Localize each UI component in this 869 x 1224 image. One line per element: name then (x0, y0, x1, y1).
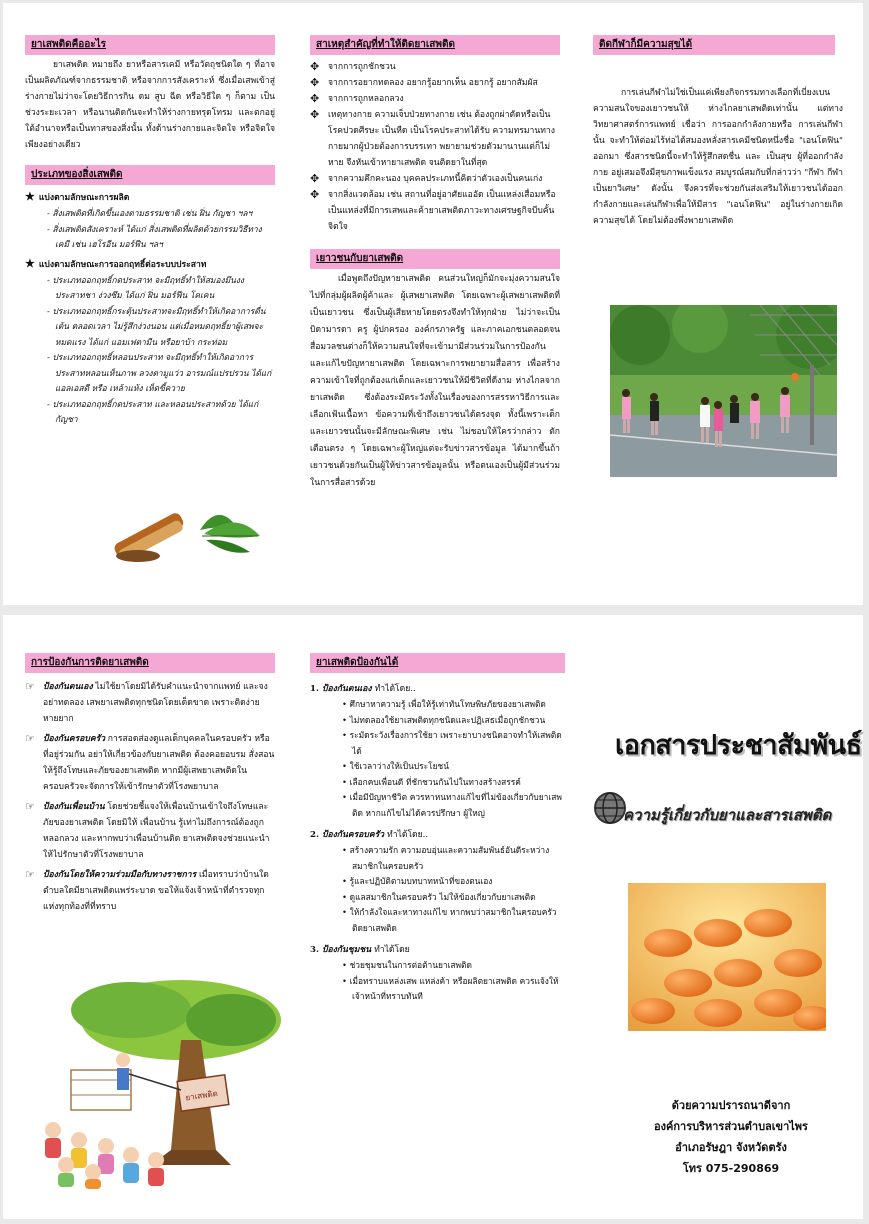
section-header-drug-prevention: ยาเสพติดป้องกันได้ (310, 653, 565, 673)
list-item: ☞ ป้องกันครอบครัว การสอดส่องดูแลเด็กบุคคลในครอบครัว หรือที่อยู่ร่วมกัน อย่าให้เกี่ยวข้องกับยาเสพติด ต้องคอยอบรม สั่งสอนให้รู้ถึงโทษและภัยของยาเสพติด หากมีผู้เสพยาเสพติดในครอบครัวจะจัดการให้เข้ารักษาตัวที่โรงพยาบาล (25, 732, 275, 792)
brochure-page-1 (3, 3, 863, 605)
group-family-list (310, 843, 565, 936)
pills-photo (628, 883, 826, 1031)
list-item: • ดูแลสมาชิกในครอบครัว ไม่ให้ข้องเกี่ยวกับยาเสพติด (342, 891, 536, 902)
section-header-prevention: การป้องกันการติดยาเสพติด (25, 653, 275, 673)
list-item: ✥ จากความคึกคะนอง บุคคลประเภทนี้คิดว่าตัวเองเป็นคนเก่ง (310, 172, 543, 185)
brochure-page-2 (3, 615, 863, 1219)
list-item: • ช่วยชุมชนในการต่อต้านยาเสพติด (342, 960, 472, 970)
list-item: - ประเภทออกฤทธิ์หลอนประสาท จะมีฤทธิ์ทำให้เกิดอาการประสาทหลอนเห็นภาพ ลวงตามูแว่ว อารมณ์แปรปรวน ได้แก่ แอลเอสดี หรือ เหล้าแห้ง เห็ดขี้ควาย (47, 352, 272, 393)
list-item: - ประเภทออกฤทธิ์กดประสาท จะมีฤทธิ์ทำให้สมองมึนงง ประสาทชา ง่วงซึม ได้แก่ ฝิ่น มอร์ฟีน โคเคน (47, 274, 245, 300)
list-item: ✥ จากการอยากทดลอง อยากรู้อยากเห็น อยากรู้ อยากสัมผัส (310, 76, 538, 89)
list-item: ✥ จากการถูกชักชวน (310, 60, 396, 73)
tree-cartoon-illustration (31, 980, 281, 1190)
cross-bullet-icon: ✥ (310, 108, 320, 121)
list-item: • รู้และปฏิบัติตามบทบาทหน้าที่ของตนเอง (342, 876, 493, 886)
group-community-list (310, 958, 565, 1005)
group-community-heading: 3. ป้องกันชุมชน ทำได้โดย (310, 945, 410, 955)
type-by-production-list (25, 206, 275, 253)
type-by-effect-list (25, 273, 275, 428)
group-self-heading: 1. ป้องกันตนเอง ทำได้โดย.. (310, 684, 416, 694)
footer-credit (601, 1095, 861, 1179)
cross-bullet-icon: ✥ (310, 60, 320, 73)
group-self-list (310, 697, 565, 821)
section-header-causes: สาเหตุสำคัญที่ทำให้ติดยาเสพติด (310, 35, 560, 55)
column-sports (593, 35, 843, 229)
section-header-what-is-drug: ยาเสพติดคืออะไร (25, 35, 275, 55)
cross-bullet-icon: ✥ (310, 188, 320, 201)
list-item: ✥ จากสิ่งแวดล้อม เช่น สถานที่อยู่อาศัยแออัด เป็นแหล่งเสื่อมหรือเป็นแหล่งที่มีการเสพและค้ายาเสพติดภาวะทางเศรษฐกิจบีบคั้นจิตใจ (310, 188, 556, 232)
footer-line: องค์การบริหารส่วนตำบลเขาไพร (654, 1120, 808, 1133)
list-item: • เลือกคบเพื่อนดี ที่ชักชวนกันไปในทางสร้างสรรค์ (342, 776, 521, 787)
section-header-sports: ติดกีฬาก็มีความสุขได้ (593, 35, 835, 55)
section-header-drug-types: ประเภทของสิ่งเสพติด (25, 165, 275, 185)
list-item: - สิ่งเสพติดที่เกิดขึ้นเองตามธรรมชาติ เช่น ฝิ่น กัญชา ฯลฯ (47, 208, 253, 218)
list-item: - ประเภทออกฤทธิ์กระตุ้นประสาทจะมีฤทธิ์ทำให้เกิดอาการตื่นเต้น ตลอดเวลา ไม่รู้สึกง่วงนอน แต่เมื่อหมดฤทธิ์ยาผู้เสพจะหมดแรง ได้แก่ แอมเฟตามีน หรือยาบ้า กระท่อม (47, 305, 266, 347)
footer-line: อำเภอรัษฎา จังหวัดตรัง (675, 1141, 787, 1154)
list-item: • สร้างความรัก ความอบอุ่นและความสัมพันธ์อันดีระหว่างสมาชิกในครอบครัว (342, 845, 550, 871)
list-item: • ให้กำลังใจและหาทางแก้ไข หากพบว่าสมาชิกในครอบครัวติดยาเสพติด (342, 907, 557, 933)
list-item: • ใช้เวลาว่างให้เป็นประโยชน์ (342, 761, 449, 771)
column-causes (310, 35, 560, 492)
footer-phone: โทร 075-290869 (682, 1162, 780, 1175)
pointing-hand-icon: ☞ (25, 800, 35, 813)
prevention-list (25, 679, 275, 915)
star-icon: ★ (25, 256, 35, 270)
sign-text: ยาเสพติด (184, 1089, 219, 1103)
list-item: • ศึกษาหาความรู้ เพื่อให้รู้เท่าทันโทษพิษภัยของยาเสพติด (342, 699, 546, 709)
footer-line: ด้วยความปรารถนาดีจาก (671, 1099, 791, 1112)
column-drug-definition (25, 35, 275, 428)
column-drug-prevention (310, 653, 565, 1011)
youth-paragraph: เมื่อพูดถึงปัญหายาเสพติด คนส่วนใหญ่ก็มักจะมุ่งความสนใจไปที่กลุ่มผู้ผลิตผู้ค้าและ ผู้เสพยาเสพติด โดยเฉพาะผู้เสพยาเสพติดที่เป็นเยาวชน ซึ่งเป็นผู้เสียหายโดยตรงจึงทำให้ทุกฝ่าย ไม่ว่าจะเป็นบิดามารดา ครู ผู้ปกครอง องค์กรภาครัฐ และภาคเอกชนตลอดจนสื่อมวลชนต่างก็ให้ความสนใจที่จะเข้ามามีส่วนร่วมในการป้องกันและแก้ไขปัญหายาเสพติด โดยเฉพาะการพยายามสื่อสาร เพื่อสร้างความเข้าใจที่ถูกต้องแก่เด็กและเยาวชนให้มีชีวิตที่ดีงาม ห่างไกลจากยาเสพติด ซึ่งต้องระมัดระวังทั้งในเรื่องของการสรรหาวิธีการและเลือกเฟ้นเนื้อหา ข้อความที่เข้าถึงเยาวชนได้ตรงจุด ทั้งนี้เพราะเด็กและเยาวชนนั้นจะมีลักษณะพิเศษ เช่น ไม่ชอบให้ใครว่ากล่าว ตักเตือนตรง ๆ โดยเฉพาะผู้ใหญ่แต่จะรับข่าวสารข้อมูล ได้มากขึ้นถ้า เยาวชนด้วยกันเป็นผู้ให้ข่าวสารข้อมูลนั้น หรือตนเองเป็นผู้มีส่วนร่วมในการสื่อสารด้วย (310, 274, 560, 488)
list-item: • เมื่อทราบแหล่งเสพ แหล่งค้า หรือผลิตยาเสพติด ควรแจ้งให้เจ้าหน้าที่ทราบทันที (342, 975, 559, 1001)
type-by-effect-heading: ★ แบ่งตามลักษณะการออกฤทธิ์ต่อระบบประสาท (25, 256, 207, 270)
pointing-hand-icon: ☞ (25, 868, 35, 881)
group-family-heading: 2. ป้องกันครอบครัว ทำได้โดย.. (310, 830, 429, 840)
list-item: • ไม่ทดลองใช้ยาเสพติดทุกชนิดและปฏิเสธเมื่อถูกชักชวน (342, 714, 546, 725)
cross-bullet-icon: ✥ (310, 92, 320, 105)
list-item: - ประเภทออกฤทธิ์กดประสาท และหลอนประสาทด้วย ได้แก่ กัญชา (47, 398, 259, 424)
list-item: ☞ ป้องกันโดยให้ความร่วมมือกับทางราชการ เมื่อทราบว่าบ้านใด ตำบลใดมียาเสพติดแพร่ระบาด ขอให้แจ้งเจ้าหน้าที่ตำรวจทุกแห่งทุกท้องที่ที่ทราบ (25, 868, 269, 912)
list-item: ☞ ป้องกันตนเอง ไม่ใช้ยาโดยมิได้รับคำแนะนำจากแพทย์ และจงอย่าทดลอง เสพยาเสพติดทุกชนิดโดยเด็ดขาด เพราะติดง่ายหายยาก (25, 680, 268, 724)
column-prevention (25, 653, 275, 915)
list-item: ☞ ป้องกันเพื่อนบ้าน โดยช่วยชี้แจงให้เพื่อนบ้านเข้าใจถึงโทษและภัยของยาเสพติด โดยมิให้ เพื่อนบ้าน รู้เท่าไม่ถึงการณ์ต้องถูกหลอกลวง และหากพบว่าเพื่อนบ้านติด ยาเสพติดจงช่วยแนะนำให้ไปรักษาตัวที่โรงพยาบาล (25, 800, 270, 860)
basketball-photo (610, 305, 837, 477)
drug-definition-text: ยาเสพติด หมายถึง ยาหรือสารเคมี หรือวัตถุชนิดใด ๆ ที่อาจเป็นผลิตภัณฑ์จากธรรมชาติ หรือจากการสังเคราะห์ ซึ่งเมื่อเสพเข้าสู่ร่างกายไม่ว่าจะโดยวิธีการกิน ดม สูบ ฉีด หรือวิธีใด ๆ ก็ตาม เป็นช่วงระยะเวลา หรือนานติดกันจะทำให้ร่างกายทรุดโทรม และตกอยู่ใต้อำนาจหรือเป็นทาสของสิ่งนั้น ทั้งด้านร่างกายและจิตใจ หรือจิตใจเพียงอย่างเดียว (25, 60, 275, 150)
brochure-title: เอกสารประชาสัมพันธ์ (615, 730, 862, 761)
cross-bullet-icon: ✥ (310, 172, 320, 185)
pointing-hand-icon: ☞ (25, 732, 35, 745)
section-header-youth: เยาวชนกับยาเสพติด (310, 249, 560, 269)
cross-bullet-icon: ✥ (310, 76, 320, 89)
brochure-subtitle: ความรู้เกี่ยวกับยาและสารเสพติด (623, 806, 832, 824)
cannabis-pipe-illustration (108, 496, 268, 564)
type-by-production-heading: ★ แบ่งตามลักษณะการผลิต (25, 190, 130, 203)
list-item: ✥ เหตุทางกาย ความเจ็บป่วยทางกาย เช่น ต้องถูกผ่าตัดหรือเป็นโรคปวดศีรษะ เป็นหืด เป็นโรคประสาทได้รับ ความทรมานทางกายมากผู้ป่วยต้องการบรรเทา พยายามช่วยตัวมานานแต่ก็ไม่หาย จึงหันเข้าหายาเสพติด จนติดยาในที่สุด (310, 108, 555, 168)
pointing-hand-icon: ☞ (25, 680, 35, 693)
list-item: • เมื่อมีปัญหาชีวิต ควรหาหนทางแก้ไขที่ไม่ข้องเกี่ยวกับยาเสพติด หากแก้ไขไม่ได้ควรปรึกษา ผู้ใหญ่ (342, 792, 562, 818)
globe-icon (593, 791, 627, 825)
list-item: ✥ จากการถูกหลอกลวง (310, 92, 404, 105)
causes-list (310, 59, 560, 235)
star-icon: ★ (25, 190, 35, 203)
list-item: - สิ่งเสพติดสังเคราะห์ ได้แก่ สิ่งเสพติดที่ผลิตด้วยกรรมวิธีทางเคมี เช่น เฮโรอีน มอร์ฟีน ฯลฯ (47, 223, 262, 249)
sports-paragraph: การเล่นกีฬาไม่ใช่เป็นแค่เพียงกิจกรรมทางเลือกที่เบี่ยงเบนความสนใจของเยาวชนให้ ห่างไกลยาเสพติดเท่านั้น แต่ทางวิทยาศาสตร์การแพทย์ เชื่อว่า การออกกำลังกายหรือ การเล่นกีฬานั้น จะทำให้ต่อมไร้ท่อได้สมองหลั่งสารเคมีชนิดหนึ่งชื่อ "เอนโดฟิน" ออกมา ซึ่งสารชนิดนี้จะทำให้รู้สึกสดชื่น และ เป็นสุข ผู้ที่ออกกำลังกาย อยู่เสมอจึงมีสุขภาพแข็งแรง สมบูรณ์สมกับที่กล่าวว่า "กีฬา กีฬา เป็นยาวิเศษ" ดังนั้น จึงควรที่จะช่วยกันส่งเสริมให้เยาวชนได้ออกกำลังกายและเล่นกีฬาเพื่อให้มีสาร "เอนโดฟิน" อยู่ในร่างกายเกิดความสุขได้ โดยไม่ต้องพึ่งพายาเสพติด (593, 88, 843, 226)
list-item: • ระมัดระวังเรื่องการใช้ยา เพราะยาบางชนิดอาจทำให้เสพติดได้ (342, 730, 562, 756)
